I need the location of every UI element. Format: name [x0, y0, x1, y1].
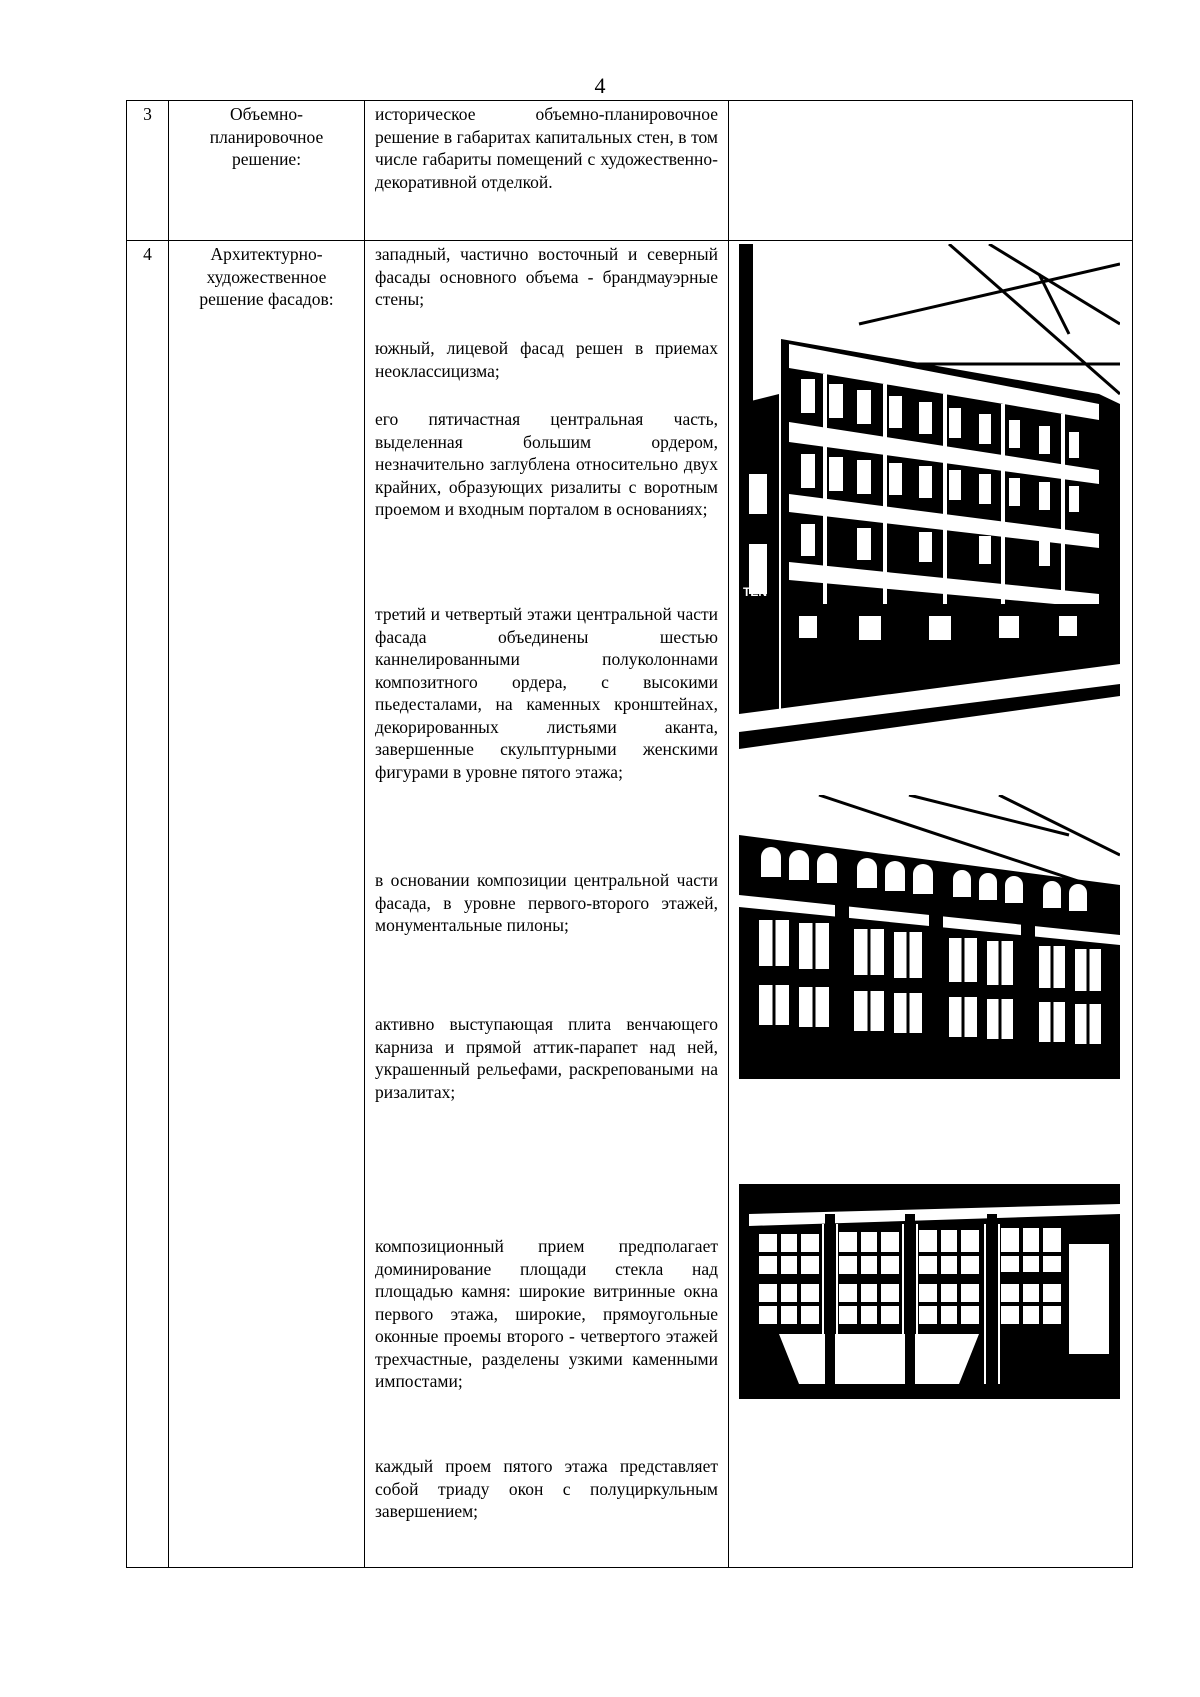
description-paragraph: его пятичастная центральная часть, выделенная большим ордером, незначительно заглублена относительно двух крайних, образующих ризалиты с воротным проемом и входным порталом в основаниях;: [375, 409, 718, 519]
description-paragraph: в основании композиции центральной части фасада, в уровне первого-второго этажей, монументальные пилоны;: [375, 870, 718, 935]
row-number: 3: [127, 101, 169, 241]
description-paragraph: активно выступающая плита венчающего карниза и прямой аттик-парапет над ней, украшенный рельефами, раскреповаными на ризалитах;: [375, 1014, 718, 1102]
table-row: [127, 101, 1133, 241]
row-title: Архитектурно-художественное решение фасадов:: [169, 241, 365, 1568]
row-illustrations: [729, 241, 1133, 1568]
facade-street-photo: [739, 244, 1120, 749]
description-paragraph: историческое объемно-планировочное решение в габаритах капитальных стен, в том числе габариты помещений с художественно-декоративной отделкой.: [375, 104, 718, 192]
description-paragraph: западный, частично восточный и северный фасады основного объема - брандмауэрные стены;: [375, 244, 718, 309]
table-row: [127, 241, 1133, 1568]
row-number: 4: [127, 241, 169, 1568]
svg-text:TEN: TEN: [743, 585, 767, 599]
facade-upper-floors-photo: [739, 795, 1120, 1079]
page-number: 4: [594, 73, 606, 98]
row-illustration-empty: [729, 101, 1133, 241]
description-paragraph: каждый проем пятого этажа представляет собой триаду окон с полуциркульным завершением;: [375, 1456, 718, 1521]
row-title: Объемно-планировочное решение:: [169, 101, 365, 241]
description-paragraph: третий и четвертый этажи центральной части фасада объединены шестью каннелированными полуколоннами композитного ордера, с высокими пьедесталами, на каменных кронштейнах, декорированных листьями аканта, завершенные скульптурными женскими фигурами в уровне пятого этажа;: [375, 604, 718, 782]
description-table: [126, 100, 1133, 1568]
facade-upward-view-photo: [739, 1184, 1120, 1410]
description-paragraph: композиционный прием предполагает доминирование площади стекла над площадью камня: широкие витринные окна первого этажа, широкие, прямоугольные оконные проемы второго - четвертого этажей трехчастные, разделены узкими каменными импостами;: [375, 1236, 718, 1391]
row-description: [365, 101, 729, 241]
description-paragraph: южный, лицевой фасад решен в приемах неоклассицизма;: [375, 338, 718, 381]
row-description: [365, 241, 729, 1568]
